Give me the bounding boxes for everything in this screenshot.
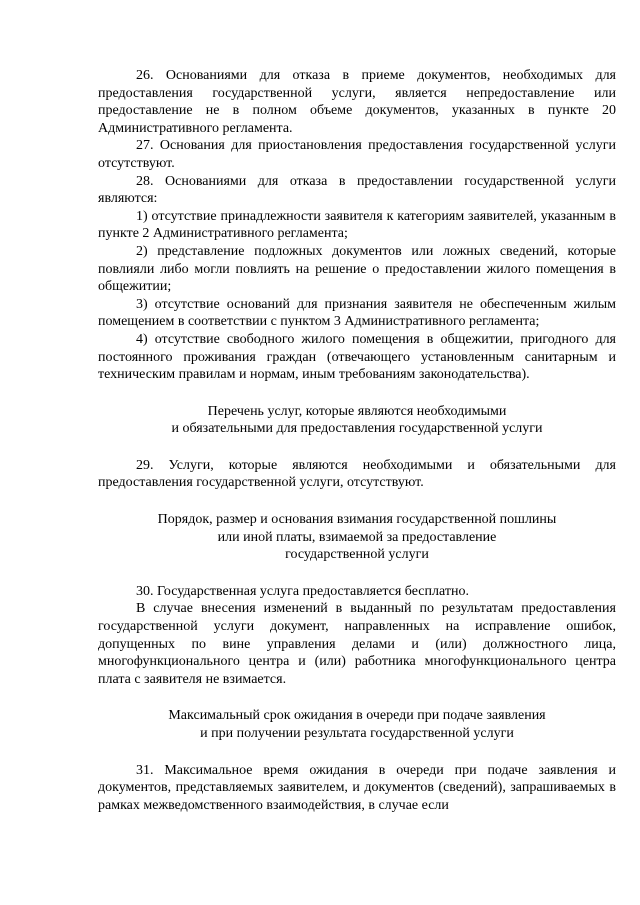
paragraph-29: 29. Услуги, которые являются необходимыми и обязательными для предоставления государственной услуги, отсутствуют. [98,457,616,491]
heading-line: Порядок, размер и основания взимания государственной пошлины [157,512,557,528]
section-heading-fee [98,511,616,564]
paragraph-30-continued: В случае внесения изменений в выданный по результатам предоставления государственной услуги документ, направленных на исправление ошибок, допущенных по вине управления делами и (или) должностного лица, многофункционального центра и (или) работника многофункционального центра плата с заявителя не взимается. [98,601,616,687]
heading-line: и обязательными для предоставления государственной услуги [171,421,543,437]
section-heading-services [98,403,616,438]
document-body [98,67,616,814]
paragraph-28: 28. Основаниями для отказа в предоставлении государственной услуги являются: [98,173,616,207]
paragraph-27: 27. Основания для приостановления предоставления государственной услуги отсутствуют. [98,138,616,171]
paragraph-26: 26. Основаниями для отказа в приеме документов, необходимых для предоставления государственной услуги, является непредоставление или предоставление не в полном объеме документов, указанных в пункте 20 Административного регламента. [98,68,616,136]
heading-line: Максимальный срок ожидания в очереди при подаче заявления [168,708,546,724]
heading-line: Перечень услуг, которые являются необходимыми [207,403,507,419]
list-item-28-4: 4) отсутствие свободного жилого помещения в общежитии, пригодного для постоянного проживания граждан (отвечающего установленным санитарным и техническим правилам и нормам, иным требованиям законодательства). [98,331,616,383]
paragraph-31: 31. Максимальное время ожидания в очереди при подаче заявления и документов, представляемых заявителем, и документов (сведений), запрашиваемых в рамках межведомственного взаимодействия, в случае если [98,762,616,813]
heading-line: или иной платы, взимаемой за предоставление [217,529,497,545]
heading-line: и при получении результата государственной услуги [200,726,514,741]
list-item-28-2: 2) представление подложных документов или ложных сведений, которые повлияли либо могли повлиять на решение о предоставлении жилого помещения в общежитии; [98,243,616,295]
list-item-28-3: 3) отсутствие оснований для признания заявителя не обеспеченным жилым помещением в соответствии с пунктом 3 Административного регламента; [98,296,616,330]
section-heading-queue [98,707,616,742]
paragraph-30: 30. Государственная услуга предоставляется бесплатно. [136,583,469,599]
heading-line: государственной услуги [285,547,429,563]
list-item-28-1: 1) отсутствие принадлежности заявителя к категориям заявителей, указанным в пункте 2 Административного регламента; [98,208,616,242]
